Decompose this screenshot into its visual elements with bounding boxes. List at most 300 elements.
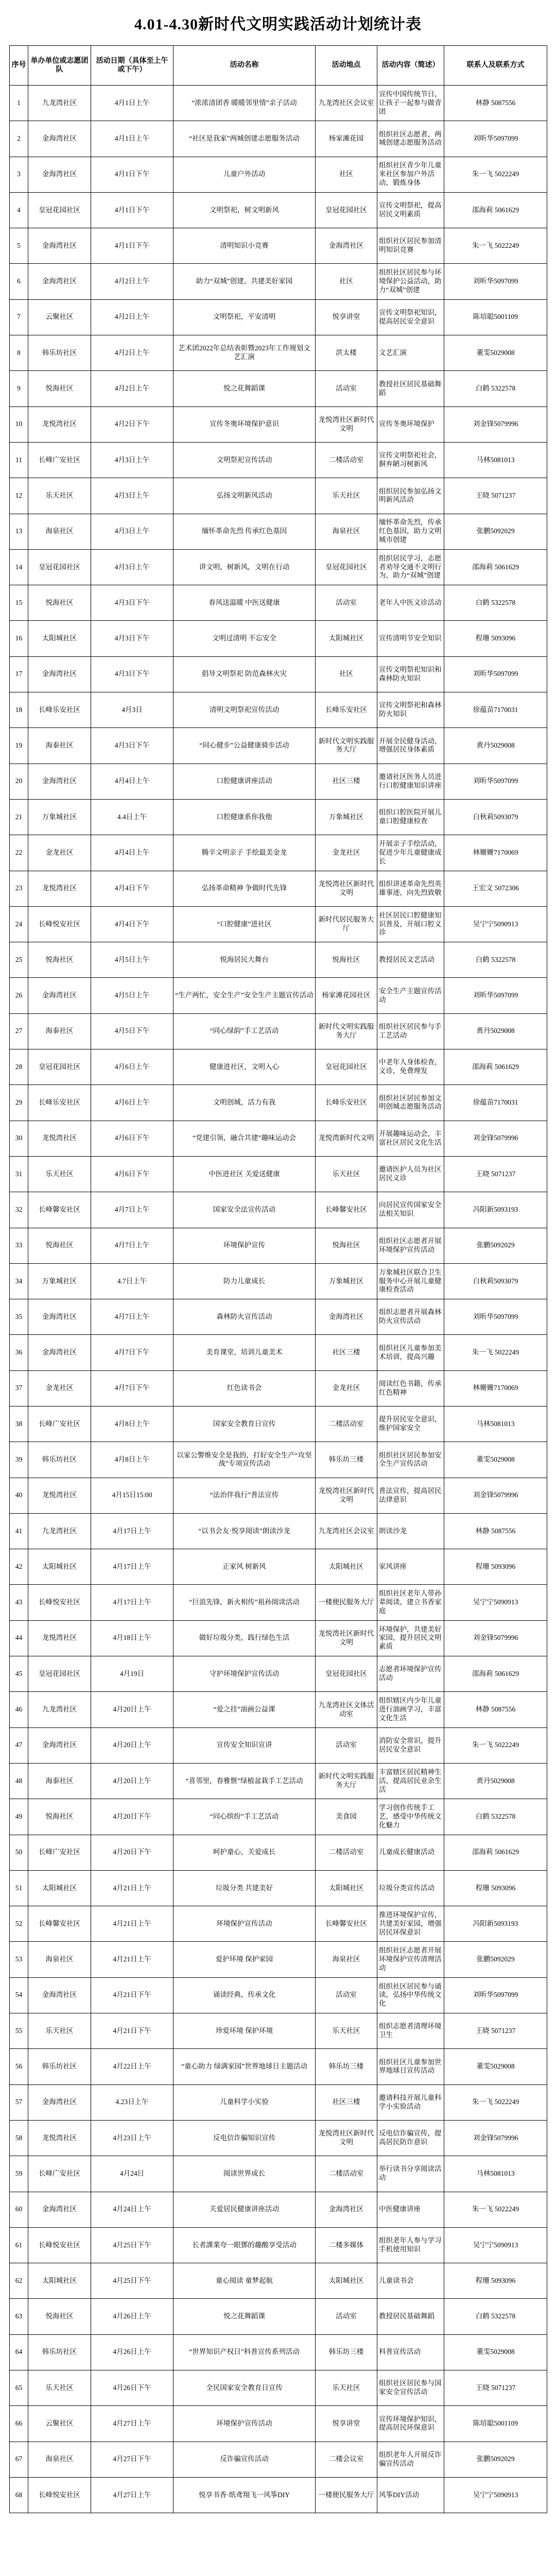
cell-unit: 长峰乐安社区 (28, 692, 91, 728)
cell-content: 宣传中国传统节日，让孩子一起参与做青团 (377, 86, 444, 121)
cell-unit: 龙悦湾社区 (28, 1478, 91, 1513)
cell-no: 13 (10, 514, 28, 549)
cell-contact: 刘金锋5079996 (444, 1620, 547, 1656)
cell-activity-name: 红色读书会 (173, 1370, 316, 1406)
cell-no: 48 (10, 1763, 28, 1799)
cell-place: 金龙社区 (316, 1370, 377, 1406)
cell-content: 组织社区居民参与环境保护公益活动，助力“双城”创建 (377, 264, 444, 299)
cell-contact: 刘昕华5097099 (444, 1977, 547, 2013)
cell-date: 4月6日上午 (91, 1049, 173, 1085)
cell-date: 4月26日上午 (91, 2299, 173, 2334)
cell-date: 4月20日上午 (91, 1763, 173, 1799)
cell-content: 老年人中医义诊活动 (377, 585, 444, 621)
cell-contact: 黄丹5029008 (444, 1013, 547, 1049)
cell-contact: 程珊 5093096 (444, 1549, 547, 1585)
cell-place: 九龙湾社区会议室 (316, 86, 377, 121)
cell-no: 53 (10, 1942, 28, 1977)
cell-date: 4月24日上午 (91, 2192, 173, 2227)
cell-date: 4.23日上午 (91, 2084, 173, 2120)
cell-unit: 云聚社区 (28, 2406, 91, 2442)
cell-date: 4月26日上午 (91, 2334, 173, 2370)
cell-contact: 林静 5087556 (444, 1513, 547, 1549)
cell-no: 30 (10, 1121, 28, 1156)
table-row (10, 1263, 547, 1299)
cell-date: 4月21日下午 (91, 1977, 173, 2013)
cell-unit: 金海湾社区 (28, 2192, 91, 2227)
table-row (10, 228, 547, 264)
header-unit: 单办单位或志愿团队 (28, 46, 91, 86)
cell-date: 4月26日下午 (91, 2370, 173, 2406)
cell-place: 杨家滩花园 (316, 121, 377, 157)
cell-unit: 海泰社区 (28, 728, 91, 764)
cell-activity-name: 文明祭祀，平安清明 (173, 299, 316, 335)
cell-activity-name: “党建引领，融合共建”趣味运动会 (173, 1121, 316, 1156)
cell-no: 62 (10, 2263, 28, 2299)
cell-no: 35 (10, 1299, 28, 1335)
cell-place: 乐天社区 (316, 478, 377, 514)
cell-content: 组织社区青少年儿童来社区参加户外活动，锻炼身体 (377, 157, 444, 192)
cell-no: 65 (10, 2370, 28, 2406)
cell-place: 九龙湾社区文体活动室 (316, 1692, 377, 1727)
cell-contact: 朱一飞 5022249 (444, 157, 547, 192)
cell-unit: 金海湾社区 (28, 656, 91, 692)
cell-content: 组织社区居民参加清明知识竞赛 (377, 228, 444, 264)
table-row (10, 1942, 547, 1977)
cell-place: 二楼活动室 (316, 442, 377, 478)
cell-activity-name: 口腔健康讲座活动 (173, 764, 316, 799)
cell-content: 组织社区居民参与国家安全宣传活动 (377, 2370, 444, 2406)
cell-activity-name: “生产两忙，安全生产”安全生产主题宣传活动 (173, 978, 316, 1013)
cell-no: 9 (10, 371, 28, 406)
cell-unit: 乐天社区 (28, 478, 91, 514)
cell-contact: 朱一飞 5022249 (444, 1727, 547, 1763)
cell-activity-name: 垃圾分类 共建美好 (173, 1870, 316, 1906)
cell-place: 社区三楼 (316, 2084, 377, 2120)
cell-no: 8 (10, 335, 28, 371)
cell-unit: 海泰社区 (28, 1763, 91, 1799)
cell-contact: 邵海莉 5061629 (444, 1835, 547, 1870)
table-row (10, 1692, 547, 1727)
cell-contact: 张鹏5092029 (444, 2442, 547, 2477)
cell-place: 悦海社区 (316, 1228, 377, 1263)
cell-no: 14 (10, 549, 28, 585)
cell-unit: 太阳城社区 (28, 1870, 91, 1906)
cell-contact: 林姗姗7170069 (444, 835, 547, 871)
cell-content: 宣传清明节安全知识 (377, 621, 444, 656)
cell-content: 举行读书分享阅读活动 (377, 2156, 444, 2192)
cell-place: 二楼活动室 (316, 2156, 377, 2192)
cell-date: 4月3日上午 (91, 514, 173, 549)
cell-place: 长峰馨安社区 (316, 1906, 377, 1942)
cell-place: 活动室 (316, 585, 377, 621)
cell-unit: 金海湾社区 (28, 264, 91, 299)
cell-contact: 白鹤 5322578 (444, 2299, 547, 2334)
cell-unit: 金海湾社区 (28, 978, 91, 1013)
cell-content: 宣传文明祭祀社会，摒弃陋习树新风 (377, 442, 444, 478)
cell-date: 4月3日上午 (91, 549, 173, 585)
cell-activity-name: “爱之挂”油画公益课 (173, 1692, 316, 1727)
cell-contact: 白秋莉5093079 (444, 1263, 547, 1299)
cell-unit: 万象城社区 (28, 799, 91, 835)
cell-date: 4月7日上午 (91, 1192, 173, 1228)
cell-contact: 徐蕴苗7170031 (444, 692, 547, 728)
cell-activity-name: 做好垃圾分类，践行绿色生活 (173, 1620, 316, 1656)
cell-date: 4月25日下午 (91, 2263, 173, 2299)
cell-no: 46 (10, 1692, 28, 1727)
cell-date: 4月6日上午 (91, 1085, 173, 1121)
cell-place: 龙悦湾社区新时代文明 (316, 1620, 377, 1656)
table-row (10, 764, 547, 799)
cell-place: 太阳城社区 (316, 1549, 377, 1585)
cell-place: 活动室 (316, 1977, 377, 2013)
cell-content: 邀请科技开展儿童科学小实验活动 (377, 2084, 444, 2120)
cell-date: 4月17日上午 (91, 1585, 173, 1620)
cell-unit: 金海湾社区 (28, 228, 91, 264)
cell-content: 万象城社区联合卫生服务中心开展儿童健康检查活动 (377, 1263, 444, 1299)
cell-contact: 程珊 5093096 (444, 1870, 547, 1906)
cell-date: 4月4日下午 (91, 871, 173, 906)
cell-no: 43 (10, 1585, 28, 1620)
cell-contact: 吴宁宁5090913 (444, 1585, 547, 1620)
cell-place: 乐天社区 (316, 1156, 377, 1192)
cell-place: 皇冠花园社区 (316, 549, 377, 585)
cell-content: 开展趣味运动会，丰富社区居民文化生活 (377, 1121, 444, 1156)
cell-place: 龙悦湾社区新时代文明 (316, 1478, 377, 1513)
cell-activity-name: “喜邻里，春雅惬”绿植盆栽手工艺活动 (173, 1763, 316, 1799)
cell-activity-name: 悦享书香·纸鸢翔飞一风筝DIY (173, 2477, 316, 2513)
cell-unit: 韩乐坊社区 (28, 2049, 91, 2084)
table-row (10, 1906, 547, 1942)
cell-activity-name: 呵护童心，关爱成长 (173, 1835, 316, 1870)
cell-contact: 张鹏5092029 (444, 1228, 547, 1263)
cell-place: 二楼多媒体 (316, 2227, 377, 2263)
cell-content: 组织老年人开展反诈骗宣传活动 (377, 2442, 444, 2477)
cell-place: 太阳城社区 (316, 1870, 377, 1906)
cell-unit: 九龙湾社区 (28, 1692, 91, 1727)
cell-activity-name: 环境保护宣传活动 (173, 1906, 316, 1942)
table-row (10, 942, 547, 978)
cell-unit: 长峰广安社区 (28, 1406, 91, 1442)
table-row (10, 1656, 547, 1692)
cell-contact: 刘金锋5079996 (444, 1121, 547, 1156)
cell-content: 宣传文明祭祀和森林防火知识 (377, 692, 444, 728)
cell-activity-name: 守护环境保护宣传活动 (173, 1656, 316, 1692)
cell-contact: 白鹤 5322578 (444, 1799, 547, 1835)
cell-content: 消防安全常识，提升居民安全意识 (377, 1727, 444, 1763)
table-row (10, 406, 547, 442)
cell-place: 韩乐坊三楼 (316, 2334, 377, 2370)
cell-unit: 韩乐坊社区 (28, 335, 91, 371)
cell-no: 33 (10, 1228, 28, 1263)
cell-activity-name: “社区是我家”两城创建志愿服务活动 (173, 121, 316, 157)
cell-contact: 董雯5029008 (444, 335, 547, 371)
cell-date: 4.7日上午 (91, 1263, 173, 1299)
cell-no: 15 (10, 585, 28, 621)
cell-no: 68 (10, 2477, 28, 2513)
cell-contact: 刘金锋5079996 (444, 1478, 547, 1513)
cell-date: 4.4日上午 (91, 799, 173, 835)
cell-unit: 长峰悦安社区 (28, 1585, 91, 1620)
cell-content: 组织居民参加弘扬文明新风活动 (377, 478, 444, 514)
cell-activity-name: 健康进社区，文明入心 (173, 1049, 316, 1085)
table-row (10, 1121, 547, 1156)
cell-no: 5 (10, 228, 28, 264)
cell-activity-name: 文明过清明 不忘安全 (173, 621, 316, 656)
cell-activity-name: 环境保护宣传活动 (173, 2406, 316, 2442)
cell-no: 56 (10, 2049, 28, 2084)
cell-no: 7 (10, 299, 28, 335)
cell-no: 32 (10, 1192, 28, 1228)
cell-activity-name: 童心阅读 童梦起航 (173, 2263, 316, 2299)
cell-content: 学习创作传统手工艺，感受中华传统文化魅力 (377, 1799, 444, 1835)
cell-no: 10 (10, 406, 28, 442)
cell-date: 4月3日下午 (91, 621, 173, 656)
cell-content: 组织社区志愿者开展环境保护宣传清理活动 (377, 1942, 444, 1977)
cell-date: 4月3日下午 (91, 585, 173, 621)
table-row (10, 1228, 547, 1263)
cell-date: 4月22日上午 (91, 2049, 173, 2084)
cell-unit: 长峰馨安社区 (28, 1906, 91, 1942)
table-row (10, 799, 547, 835)
cell-place: 金海湾社区 (316, 1299, 377, 1335)
cell-unit: 长峰悦安社区 (28, 2227, 91, 2263)
cell-contact: 朱一飞 5022249 (444, 2192, 547, 2227)
cell-date: 4月1日下午 (91, 228, 173, 264)
cell-date: 4月21日上午 (91, 1870, 173, 1906)
cell-activity-name: 以家公警维安全是我的，打好安全生产“攻坚战”专项宣传活动 (173, 1442, 316, 1478)
cell-content: 文艺汇演 (377, 335, 444, 371)
cell-place: 韩乐坊三楼 (316, 2049, 377, 2084)
cell-place: 太阳城社区 (316, 621, 377, 656)
header-no: 序号 (10, 46, 28, 86)
cell-contact: 王晓 5071237 (444, 2013, 547, 2049)
cell-no: 28 (10, 1049, 28, 1085)
cell-place: 长峰乐安社区 (316, 1085, 377, 1121)
cell-unit: 金海湾社区 (28, 1727, 91, 1763)
cell-content: 组织社区居民参加安全生产宣传活动 (377, 1442, 444, 1478)
cell-no: 40 (10, 1478, 28, 1513)
cell-contact: 徐蕴苗7170031 (444, 1085, 547, 1121)
cell-content: 教授居民基础舞蹈 (377, 2299, 444, 2334)
cell-contact: 董雯5029008 (444, 2049, 547, 2084)
cell-content: 风筝DIY活动 (377, 2477, 444, 2513)
table-row (10, 442, 547, 478)
cell-no: 61 (10, 2227, 28, 2263)
cell-place: 活动室 (316, 1727, 377, 1763)
header-place: 活动地点 (316, 46, 377, 86)
table-row (10, 871, 547, 906)
cell-place: 金海湾社区 (316, 228, 377, 264)
cell-activity-name: 防力儿童成长 (173, 1263, 316, 1299)
table-row (10, 86, 547, 121)
cell-unit: 太阳城社区 (28, 1549, 91, 1585)
table-row (10, 906, 547, 942)
cell-unit: 云聚社区 (28, 299, 91, 335)
cell-place: 龙悦湾社区新时代文明 (316, 871, 377, 906)
table-row (10, 1335, 547, 1370)
cell-activity-name: 悦海居民大舞台 (173, 942, 316, 978)
table-row (10, 1049, 547, 1085)
page-title: 4.01-4.30新时代文明实践活动计划统计表 (134, 16, 422, 33)
cell-no: 12 (10, 478, 28, 514)
cell-contact: 马林5081013 (444, 442, 547, 478)
cell-contact: 林静 5087556 (444, 86, 547, 121)
cell-place: 悦享讲堂 (316, 2406, 377, 2442)
cell-date: 4月21日上午 (91, 1942, 173, 1977)
cell-unit: 悦海社区 (28, 2299, 91, 2334)
table-row (10, 1977, 547, 2013)
cell-content: 组织社区居民参与手工艺活动 (377, 1013, 444, 1049)
cell-unit: 悦海社区 (28, 585, 91, 621)
cell-content: 普法宣传，提高居民法律意识 (377, 1478, 444, 1513)
cell-unit: 长峰馨安社区 (28, 1192, 91, 1228)
cell-no: 45 (10, 1656, 28, 1692)
cell-unit: 韩乐坊社区 (28, 1442, 91, 1478)
cell-activity-name: “以书会友·悦享阅读”朗读沙龙 (173, 1513, 316, 1549)
cell-unit: 悦海社区 (28, 371, 91, 406)
header-content: 活动内容（简述） (377, 46, 444, 86)
cell-no: 42 (10, 1549, 28, 1585)
table-row (10, 1835, 547, 1870)
cell-contact: 王晓 5071237 (444, 478, 547, 514)
cell-date: 4月20日下午 (91, 1799, 173, 1835)
table-row (10, 692, 547, 728)
cell-unit: 长峰悦安社区 (28, 906, 91, 942)
cell-unit: 九龙湾社区 (28, 86, 91, 121)
table-row (10, 264, 547, 299)
table-row (10, 621, 547, 656)
cell-place: 悦享讲堂 (316, 299, 377, 335)
cell-place: 社区三楼 (316, 1335, 377, 1370)
cell-date: 4月27日上午 (91, 2477, 173, 2513)
cell-activity-name: 美育课堂，培训儿童美术 (173, 1335, 316, 1370)
cell-activity-name: “世界知识产权日”科普宣传系列活动 (173, 2334, 316, 2370)
cell-date: 4月1日下午 (91, 192, 173, 228)
cell-no: 6 (10, 264, 28, 299)
cell-activity-name: 诵读经典，传承文化 (173, 1977, 316, 2013)
cell-content: 开展全民健身活动，增强居民身体素质 (377, 728, 444, 764)
cell-content: 宣传文明祭祀，提高居民文明素质 (377, 192, 444, 228)
cell-no: 39 (10, 1442, 28, 1478)
cell-date: 4月24日 (91, 2156, 173, 2192)
cell-no: 47 (10, 1727, 28, 1763)
cell-no: 27 (10, 1013, 28, 1049)
header-name: 活动名称 (173, 46, 316, 86)
table-row (10, 1727, 547, 1763)
cell-no: 24 (10, 906, 28, 942)
cell-place: 海泉社区 (316, 514, 377, 549)
cell-no: 57 (10, 2084, 28, 2120)
cell-content: 丰富辖区居民精神生活，提高居民业余生活 (377, 1763, 444, 1799)
cell-date: 4月20日上午 (91, 1692, 173, 1727)
cell-place: 长峰馨安社区 (316, 1192, 377, 1228)
cell-no: 19 (10, 728, 28, 764)
cell-no: 38 (10, 1406, 28, 1442)
cell-unit: 金海湾社区 (28, 1299, 91, 1335)
cell-unit: 太阳城社区 (28, 621, 91, 656)
cell-no: 26 (10, 978, 28, 1013)
table-row (10, 728, 547, 764)
cell-content: 儿童成长健康活动 (377, 1835, 444, 1870)
cell-contact: 刘昕华5097099 (444, 764, 547, 799)
cell-no: 44 (10, 1620, 28, 1656)
cell-activity-name: 爱护环境 保护家园 (173, 1942, 316, 1977)
table-row (10, 2156, 547, 2192)
table-row (10, 478, 547, 514)
cell-activity-name: 弘扬文明新风活动 (173, 478, 316, 514)
cell-date: 4月5日上午 (91, 942, 173, 978)
cell-date: 4月3日下午 (91, 728, 173, 764)
cell-unit: 海泉社区 (28, 1942, 91, 1977)
cell-no: 20 (10, 764, 28, 799)
cell-date: 4月3日下午 (91, 656, 173, 692)
cell-contact: 黄丹5029008 (444, 728, 547, 764)
cell-activity-name: 儿童科学小实验 (173, 2084, 316, 2120)
cell-no: 49 (10, 1799, 28, 1835)
cell-no: 4 (10, 192, 28, 228)
cell-content: 反电信诈骗宣传，提高居民防诈意识 (377, 2120, 444, 2156)
cell-content: 推进环境保护宣传，共建美好家园，增强居民环保意识 (377, 1906, 444, 1942)
cell-contact: 刘昕华5097099 (444, 121, 547, 157)
cell-date: 4月2日上午 (91, 299, 173, 335)
cell-place: 万象城社区 (316, 799, 377, 835)
cell-contact: 刘昕华5097099 (444, 1299, 547, 1335)
cell-contact: 董雯5029008 (444, 2334, 547, 2370)
table-row (10, 157, 547, 192)
cell-unit: 海泉社区 (28, 2442, 91, 2477)
cell-place: 新时代文明实践服务大厅 (316, 1763, 377, 1799)
cell-content: 组织社区儿童参加世界地球日宣传活动 (377, 2049, 444, 2084)
cell-date: 4月7日下午 (91, 1335, 173, 1370)
cell-contact: 邵海莉 5061629 (444, 1656, 547, 1692)
table-row (10, 2477, 547, 2513)
cell-no: 16 (10, 621, 28, 656)
cell-unit: 长峰广安社区 (28, 442, 91, 478)
table-row (10, 121, 547, 157)
cell-content: 组织志愿者清理环境卫生 (377, 2013, 444, 2049)
cell-content: 邀请社区医务人员进行口腔健康知识讲座 (377, 764, 444, 799)
cell-date: 4月21日上午 (91, 1906, 173, 1942)
cell-place: 社区 (316, 157, 377, 192)
cell-activity-name: 讲文明，树新风，文明在行动 (173, 549, 316, 585)
cell-content: 中老年人身体检查，义诊，免费理发 (377, 1049, 444, 1085)
cell-contact: 邵海莉 5061629 (444, 192, 547, 228)
cell-activity-name: 长者課業夸一眼鄧的趣酸享受活动 (173, 2227, 316, 2263)
header-date: 活动日期（具体至上午或下午） (91, 46, 173, 86)
cell-place: 韩乐坊三楼 (316, 1442, 377, 1478)
cell-contact: 程珊 5093096 (444, 621, 547, 656)
table-row (10, 2334, 547, 2370)
cell-content: 组织社区志愿者，两城创建志愿服务活动 (377, 121, 444, 157)
cell-contact: 程珊 5093096 (444, 2263, 547, 2299)
cell-contact: 刘金锋5079996 (444, 406, 547, 442)
cell-content: 儿童读书会 (377, 2263, 444, 2299)
cell-contact: 林姗姗7170069 (444, 1370, 547, 1406)
cell-activity-name: 文明祭祀，树文明新风 (173, 192, 316, 228)
table-row (10, 1549, 547, 1585)
cell-contact: 邵海莉 5061629 (444, 549, 547, 585)
cell-date: 4月4日下午 (91, 906, 173, 942)
cell-activity-name: “巨浪先锋，新火相传”祖孙阅读活动 (173, 1585, 316, 1620)
table-row (10, 1513, 547, 1549)
cell-content: 组织社区居民参加文明创城志愿服务活动 (377, 1085, 444, 1121)
cell-activity-name: 口腔健康系你我他 (173, 799, 316, 835)
cell-content: 垃圾分类宣传活动 (377, 1870, 444, 1906)
table-row (10, 1442, 547, 1478)
cell-activity-name: 宣传冬奥环境保护意识 (173, 406, 316, 442)
cell-content: 宣传文明祭祀知识和森林防火知识 (377, 656, 444, 692)
cell-no: 25 (10, 942, 28, 978)
